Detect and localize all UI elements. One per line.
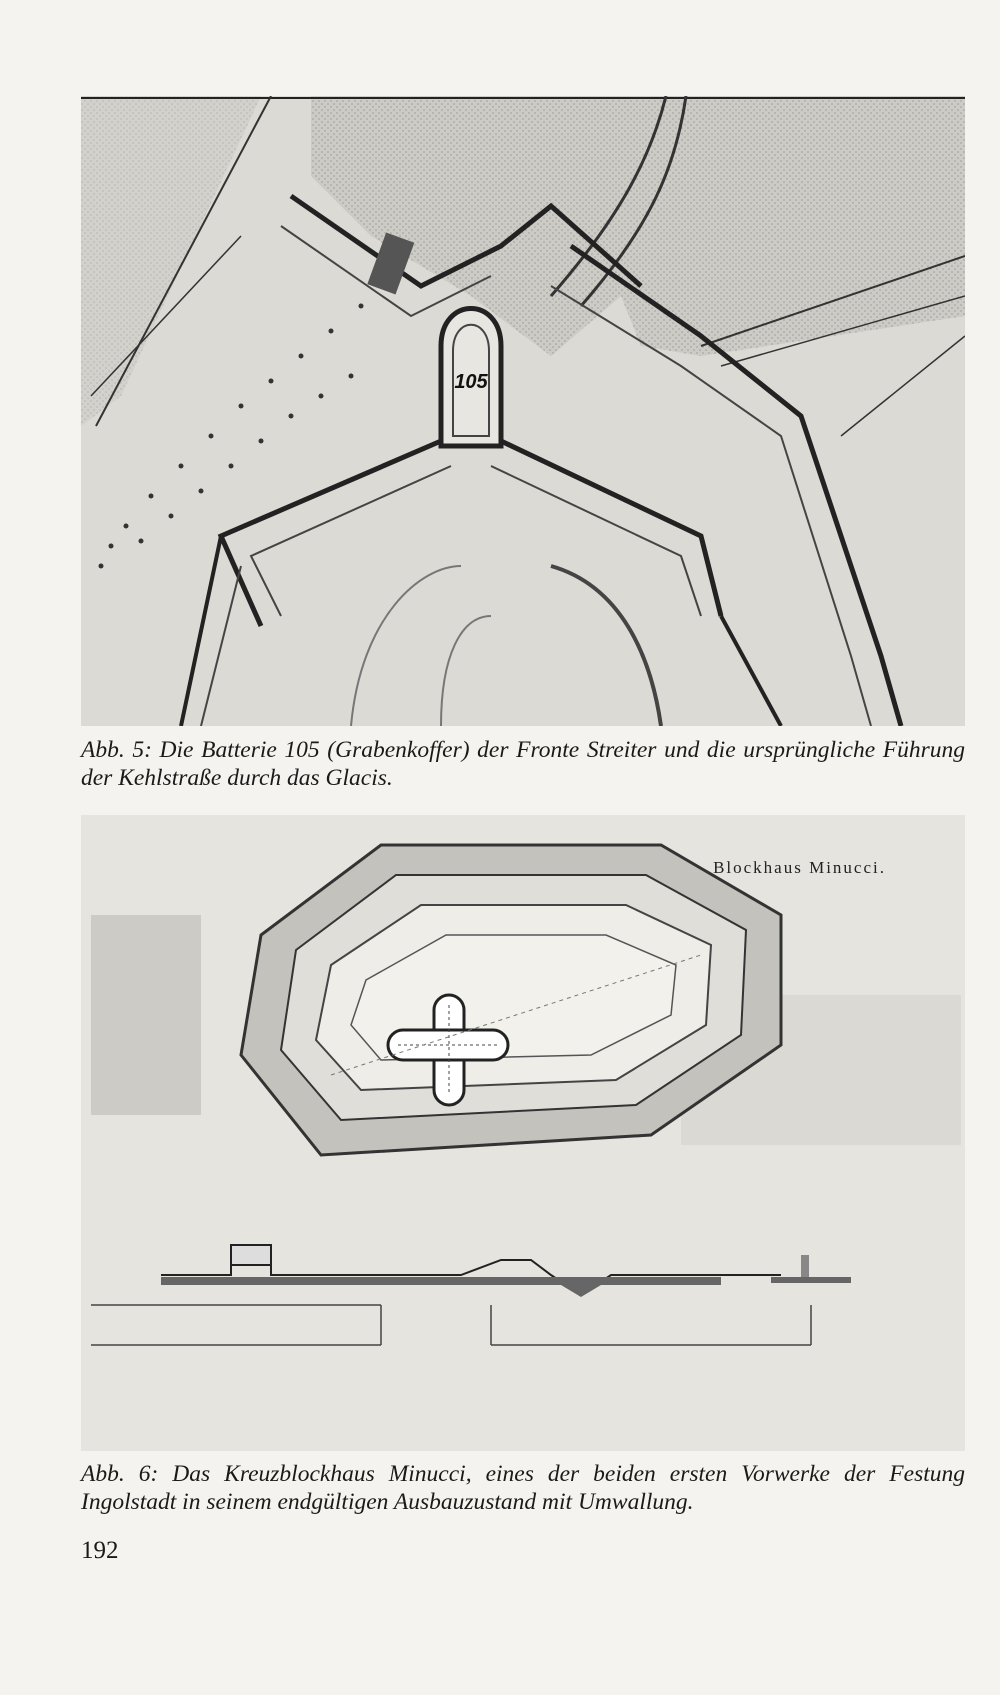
battery-number-label: 105: [454, 371, 488, 393]
page-number: 192: [81, 1537, 119, 1564]
figure-abb6: [81, 815, 965, 1451]
drawing-title: Blockhaus Minucci.: [713, 858, 886, 877]
caption-abb6: Abb. 6: Das Kreuzblockhaus Minucci, eines der beiden ersten Vorwerke der Festung Ingolstadt in seinem endgültigen Ausbauzustand mit Umwallung.: [81, 1461, 965, 1515]
caption-abb5: Abb. 5: Die Batterie 105 (Grabenkoffer) der Fronte Streiter und die ursprüngliche Führung der Kehlstraße durch das Glacis.: [81, 737, 965, 791]
fortification-plan-battery-105: [81, 96, 965, 726]
figure-abb5: [81, 96, 965, 726]
blockhaus-minucci-plan: [81, 815, 965, 1451]
